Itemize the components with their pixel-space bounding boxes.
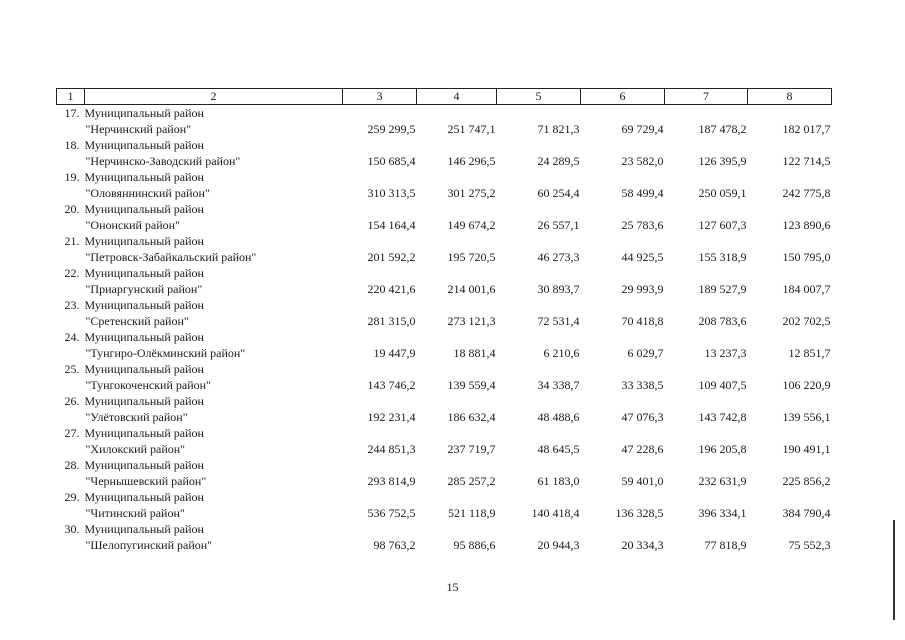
value-cell-col6: 29 993,9 (621, 282, 664, 296)
district-name-text: "Петровск-Забайкальский район" (85, 250, 257, 264)
district-name (85, 505, 343, 521)
empty-cell (417, 265, 497, 281)
value-cell-col7: 155 318,9 (698, 250, 747, 264)
value-cell-col7: 189 527,9 (698, 282, 747, 296)
district-name-text: "Чернышевский район" (85, 474, 207, 488)
empty-cell (497, 233, 581, 249)
value-cell-col4: 237 719,7 (447, 442, 496, 456)
district-type-label: Муниципальный район (84, 394, 204, 408)
district-name (85, 281, 343, 297)
value-cell-col6: 23 582,0 (621, 154, 664, 168)
empty-cell (497, 201, 581, 217)
value-cell-col5: 30 893,7 (537, 282, 580, 296)
table-row-values (57, 153, 832, 169)
empty-cell (665, 201, 748, 217)
empty-cell (417, 489, 497, 505)
table-row-values (57, 121, 832, 137)
empty-cell (57, 409, 85, 425)
table-row (57, 425, 832, 441)
table-row (57, 105, 832, 122)
empty-cell (581, 489, 665, 505)
value-cell-col4: 273 121,3 (447, 314, 496, 328)
district-name (85, 313, 343, 329)
empty-cell (343, 393, 417, 409)
empty-cell (581, 425, 665, 441)
empty-cell (748, 329, 832, 345)
district-type-label: Муниципальный район (84, 490, 204, 504)
value-cell-col8: 12 851,7 (788, 346, 831, 360)
value-cell-col7: 143 742,8 (698, 410, 747, 424)
district-name-text: "Шелопугинский район" (85, 538, 213, 552)
row-number: 29. (64, 490, 80, 504)
value-cell-col8: 123 890,6 (782, 218, 831, 232)
value-cell-col4: 285 257,2 (447, 474, 496, 488)
table-row-values (57, 185, 832, 201)
value-cell-col8: 184 007,7 (782, 282, 831, 296)
empty-cell (748, 425, 832, 441)
empty-cell (748, 297, 832, 313)
value-cell-col6: 69 729,4 (621, 122, 664, 136)
empty-cell (343, 425, 417, 441)
value-cell-col7: 187 478,2 (698, 122, 747, 136)
empty-cell (57, 441, 85, 457)
district-name-text: "Улётовский район" (85, 410, 188, 424)
empty-cell (57, 217, 85, 233)
table-row (57, 233, 832, 249)
value-cell-col3: 310 313,5 (367, 186, 416, 200)
empty-cell (665, 329, 748, 345)
column-header: 8 (748, 89, 832, 105)
value-cell-col6: 25 783,6 (621, 218, 664, 232)
district-name (85, 441, 343, 457)
column-header: 4 (417, 89, 497, 105)
empty-cell (343, 521, 417, 537)
value-cell-col6: 47 076,3 (621, 410, 664, 424)
district-name (85, 345, 343, 361)
empty-cell (748, 489, 832, 505)
empty-cell (665, 361, 748, 377)
empty-cell (581, 233, 665, 249)
empty-cell (748, 457, 832, 473)
table-row (57, 201, 832, 217)
empty-cell (665, 457, 748, 473)
value-cell-col4: 149 674,2 (447, 218, 496, 232)
empty-cell (343, 489, 417, 505)
column-header: 1 (57, 89, 85, 105)
empty-cell (57, 377, 85, 393)
district-name (85, 249, 343, 265)
empty-cell (581, 329, 665, 345)
budget-table (56, 88, 832, 553)
value-cell-col4: 186 632,4 (447, 410, 496, 424)
row-number: 22. (64, 266, 80, 280)
district-name (85, 409, 343, 425)
value-cell-col4: 139 559,4 (447, 378, 496, 392)
value-cell-col6: 6 029,7 (627, 346, 664, 360)
value-cell-col7: 208 783,6 (698, 314, 747, 328)
empty-cell (581, 457, 665, 473)
empty-cell (497, 169, 581, 185)
value-cell-col8: 122 714,5 (782, 154, 831, 168)
empty-cell (665, 489, 748, 505)
district-name (85, 121, 343, 137)
empty-cell (57, 345, 85, 361)
table-row (57, 169, 832, 185)
district-type-label: Муниципальный район (84, 362, 204, 376)
empty-cell (497, 329, 581, 345)
empty-cell (57, 281, 85, 297)
district-type-label: Муниципальный район (84, 106, 204, 120)
district-name-text: "Хилокский район" (85, 442, 186, 456)
table-row-values (57, 409, 832, 425)
district-name-text: "Читинский район" (85, 506, 185, 520)
value-cell-col5: 60 254,4 (537, 186, 580, 200)
empty-cell (417, 105, 497, 122)
empty-cell (748, 361, 832, 377)
value-cell-col7: 396 334,1 (698, 506, 747, 520)
district-type-label: Муниципальный район (84, 458, 204, 472)
empty-cell (748, 105, 832, 122)
row-number: 25. (64, 362, 80, 376)
empty-cell (748, 233, 832, 249)
empty-cell (665, 233, 748, 249)
empty-cell (497, 297, 581, 313)
empty-cell (497, 521, 581, 537)
empty-cell (417, 137, 497, 153)
row-number: 17. (64, 106, 80, 120)
value-cell-col5: 20 944,3 (537, 538, 580, 552)
value-cell-col3: 201 592,2 (367, 250, 416, 264)
empty-cell (665, 425, 748, 441)
empty-cell (417, 361, 497, 377)
empty-cell (665, 265, 748, 281)
table-row-values (57, 281, 832, 297)
empty-cell (581, 297, 665, 313)
district-name (85, 217, 343, 233)
district-name-text: "Нерчинский район" (85, 122, 192, 136)
value-cell-col7: 109 407,5 (698, 378, 747, 392)
empty-cell (581, 169, 665, 185)
table-row (57, 521, 832, 537)
empty-cell (417, 297, 497, 313)
empty-cell (748, 393, 832, 409)
value-cell-col5: 140 418,4 (531, 506, 580, 520)
empty-cell (343, 297, 417, 313)
value-cell-col4: 95 886,6 (453, 538, 496, 552)
empty-cell (417, 457, 497, 473)
row-number: 27. (64, 426, 80, 440)
value-cell-col6: 136 328,5 (615, 506, 664, 520)
district-type-label: Муниципальный район (84, 138, 204, 152)
district-name (85, 153, 343, 169)
row-number: 18. (64, 138, 80, 152)
district-name-text: "Тунгиро-Олёкминский район" (85, 346, 246, 360)
empty-cell (417, 425, 497, 441)
district-name-text: "Оловяннинский район" (85, 186, 210, 200)
empty-cell (497, 361, 581, 377)
value-cell-col6: 20 334,3 (621, 538, 664, 552)
value-cell-col7: 13 237,3 (704, 346, 747, 360)
empty-cell (57, 505, 85, 521)
empty-cell (748, 169, 832, 185)
value-cell-col5: 26 557,1 (537, 218, 580, 232)
table-row-values (57, 249, 832, 265)
empty-cell (497, 105, 581, 122)
value-cell-col3: 150 685,4 (367, 154, 416, 168)
empty-cell (343, 265, 417, 281)
value-cell-col5: 72 531,4 (537, 314, 580, 328)
empty-cell (497, 265, 581, 281)
empty-cell (665, 297, 748, 313)
scan-edge-line (893, 520, 895, 620)
value-cell-col8: 182 017,7 (782, 122, 831, 136)
empty-cell (417, 233, 497, 249)
value-cell-col8: 242 775,8 (782, 186, 831, 200)
empty-cell (343, 169, 417, 185)
empty-cell (343, 201, 417, 217)
empty-cell (748, 265, 832, 281)
district-type-label: Муниципальный район (84, 426, 204, 440)
empty-cell (581, 521, 665, 537)
empty-cell (497, 425, 581, 441)
table-row-values (57, 537, 832, 553)
value-cell-col7: 232 631,9 (698, 474, 747, 488)
table-row (57, 393, 832, 409)
value-cell-col3: 244 851,3 (367, 442, 416, 456)
row-number: 20. (64, 202, 80, 216)
value-cell-col8: 150 795,0 (782, 250, 831, 264)
empty-cell (57, 313, 85, 329)
empty-cell (343, 137, 417, 153)
row-number: 24. (64, 330, 80, 344)
column-header: 3 (343, 89, 417, 105)
district-type-label: Муниципальный район (84, 266, 204, 280)
column-header: 2 (85, 89, 343, 105)
table-row (57, 297, 832, 313)
value-cell-col5: 24 289,5 (537, 154, 580, 168)
value-cell-col8: 190 491,1 (782, 442, 831, 456)
value-cell-col7: 77 818,9 (704, 538, 747, 552)
value-cell-col4: 195 720,5 (447, 250, 496, 264)
value-cell-col5: 34 338,7 (537, 378, 580, 392)
district-type-label: Муниципальный район (84, 170, 204, 184)
value-cell-col5: 48 488,6 (537, 410, 580, 424)
empty-cell (57, 121, 85, 137)
value-cell-col4: 251 747,1 (447, 122, 496, 136)
table-row-values (57, 217, 832, 233)
table-row (57, 265, 832, 281)
district-name-text: "Сретенский район" (85, 314, 189, 328)
value-cell-col4: 18 881,4 (453, 346, 496, 360)
value-cell-col6: 33 338,5 (621, 378, 664, 392)
district-name (85, 185, 343, 201)
row-number: 30. (64, 522, 80, 536)
empty-cell (497, 137, 581, 153)
empty-cell (343, 105, 417, 122)
table-row (57, 137, 832, 153)
empty-cell (665, 105, 748, 122)
value-cell-col6: 58 499,4 (621, 186, 664, 200)
value-cell-col6: 47 228,6 (621, 442, 664, 456)
empty-cell (665, 137, 748, 153)
value-cell-col5: 6 210,6 (543, 346, 580, 360)
empty-cell (57, 153, 85, 169)
table-row-values (57, 377, 832, 393)
empty-cell (343, 233, 417, 249)
column-header: 5 (497, 89, 581, 105)
value-cell-col7: 126 395,9 (698, 154, 747, 168)
district-type-label: Муниципальный район (84, 298, 204, 312)
district-type-label: Муниципальный район (84, 202, 204, 216)
empty-cell (57, 249, 85, 265)
value-cell-col3: 192 231,4 (367, 410, 416, 424)
empty-cell (417, 169, 497, 185)
empty-cell (417, 329, 497, 345)
row-number: 21. (64, 234, 80, 248)
district-name-text: "Ононский район" (85, 218, 180, 232)
empty-cell (343, 457, 417, 473)
district-name (85, 377, 343, 393)
district-name-text: "Тунгокоченский район" (85, 378, 211, 392)
value-cell-col8: 106 220,9 (782, 378, 831, 392)
empty-cell (57, 537, 85, 553)
value-cell-col7: 196 205,8 (698, 442, 747, 456)
district-name-text: "Нерчинско-Заводский район" (85, 154, 241, 168)
row-number: 28. (64, 458, 80, 472)
district-type-label: Муниципальный район (84, 522, 204, 536)
empty-cell (665, 521, 748, 537)
district-name (85, 473, 343, 489)
value-cell-col5: 46 273,3 (537, 250, 580, 264)
empty-cell (581, 361, 665, 377)
row-number: 23. (64, 298, 80, 312)
empty-cell (343, 329, 417, 345)
empty-cell (417, 521, 497, 537)
value-cell-col7: 127 607,3 (698, 218, 747, 232)
empty-cell (665, 393, 748, 409)
table-row (57, 489, 832, 505)
empty-cell (581, 393, 665, 409)
value-cell-col4: 301 275,2 (447, 186, 496, 200)
district-name-text: "Приаргунский район" (85, 282, 203, 296)
value-cell-col8: 75 552,3 (788, 538, 831, 552)
value-cell-col7: 250 059,1 (698, 186, 747, 200)
empty-cell (581, 105, 665, 122)
district-type-label: Муниципальный район (84, 234, 204, 248)
value-cell-col3: 98 763,2 (373, 538, 416, 552)
district-name (85, 537, 343, 553)
empty-cell (57, 185, 85, 201)
value-cell-col6: 59 401,0 (621, 474, 664, 488)
value-cell-col3: 259 299,5 (367, 122, 416, 136)
empty-cell (343, 361, 417, 377)
value-cell-col3: 536 752,5 (367, 506, 416, 520)
table-row-values (57, 441, 832, 457)
row-number: 19. (64, 170, 80, 184)
value-cell-col3: 143 746,2 (367, 378, 416, 392)
table-row (57, 329, 832, 345)
empty-cell (748, 137, 832, 153)
empty-cell (748, 201, 832, 217)
column-header: 6 (581, 89, 665, 105)
empty-cell (497, 489, 581, 505)
column-number-header-row (57, 89, 832, 105)
page-number: 15 (446, 580, 459, 594)
empty-cell (748, 521, 832, 537)
value-cell-col6: 70 418,8 (621, 314, 664, 328)
empty-cell (665, 169, 748, 185)
value-cell-col4: 521 118,9 (447, 506, 496, 520)
table-row-values (57, 313, 832, 329)
value-cell-col8: 225 856,2 (782, 474, 831, 488)
table-body (57, 89, 832, 554)
value-cell-col4: 146 296,5 (447, 154, 496, 168)
empty-cell (417, 201, 497, 217)
empty-cell (57, 473, 85, 489)
value-cell-col3: 293 814,9 (367, 474, 416, 488)
value-cell-col5: 61 183,0 (537, 474, 580, 488)
value-cell-col3: 19 447,9 (373, 346, 416, 360)
empty-cell (497, 393, 581, 409)
table-row-values (57, 505, 832, 521)
value-cell-col3: 154 164,4 (367, 218, 416, 232)
table-row (57, 361, 832, 377)
column-header: 7 (665, 89, 748, 105)
value-cell-col8: 202 702,5 (782, 314, 831, 328)
table-row-values (57, 473, 832, 489)
empty-cell (497, 457, 581, 473)
empty-cell (581, 137, 665, 153)
empty-cell (581, 201, 665, 217)
row-number: 26. (64, 394, 80, 408)
value-cell-col3: 281 315,0 (367, 314, 416, 328)
value-cell-col4: 214 001,6 (447, 282, 496, 296)
value-cell-col5: 71 821,3 (537, 122, 580, 136)
value-cell-col8: 384 790,4 (782, 506, 831, 520)
empty-cell (581, 265, 665, 281)
value-cell-col5: 48 645,5 (537, 442, 580, 456)
value-cell-col8: 139 556,1 (782, 410, 831, 424)
value-cell-col6: 44 925,5 (621, 250, 664, 264)
table-row-values (57, 345, 832, 361)
district-type-label: Муниципальный район (84, 330, 204, 344)
table-row (57, 457, 832, 473)
value-cell-col3: 220 421,6 (367, 282, 416, 296)
empty-cell (417, 393, 497, 409)
